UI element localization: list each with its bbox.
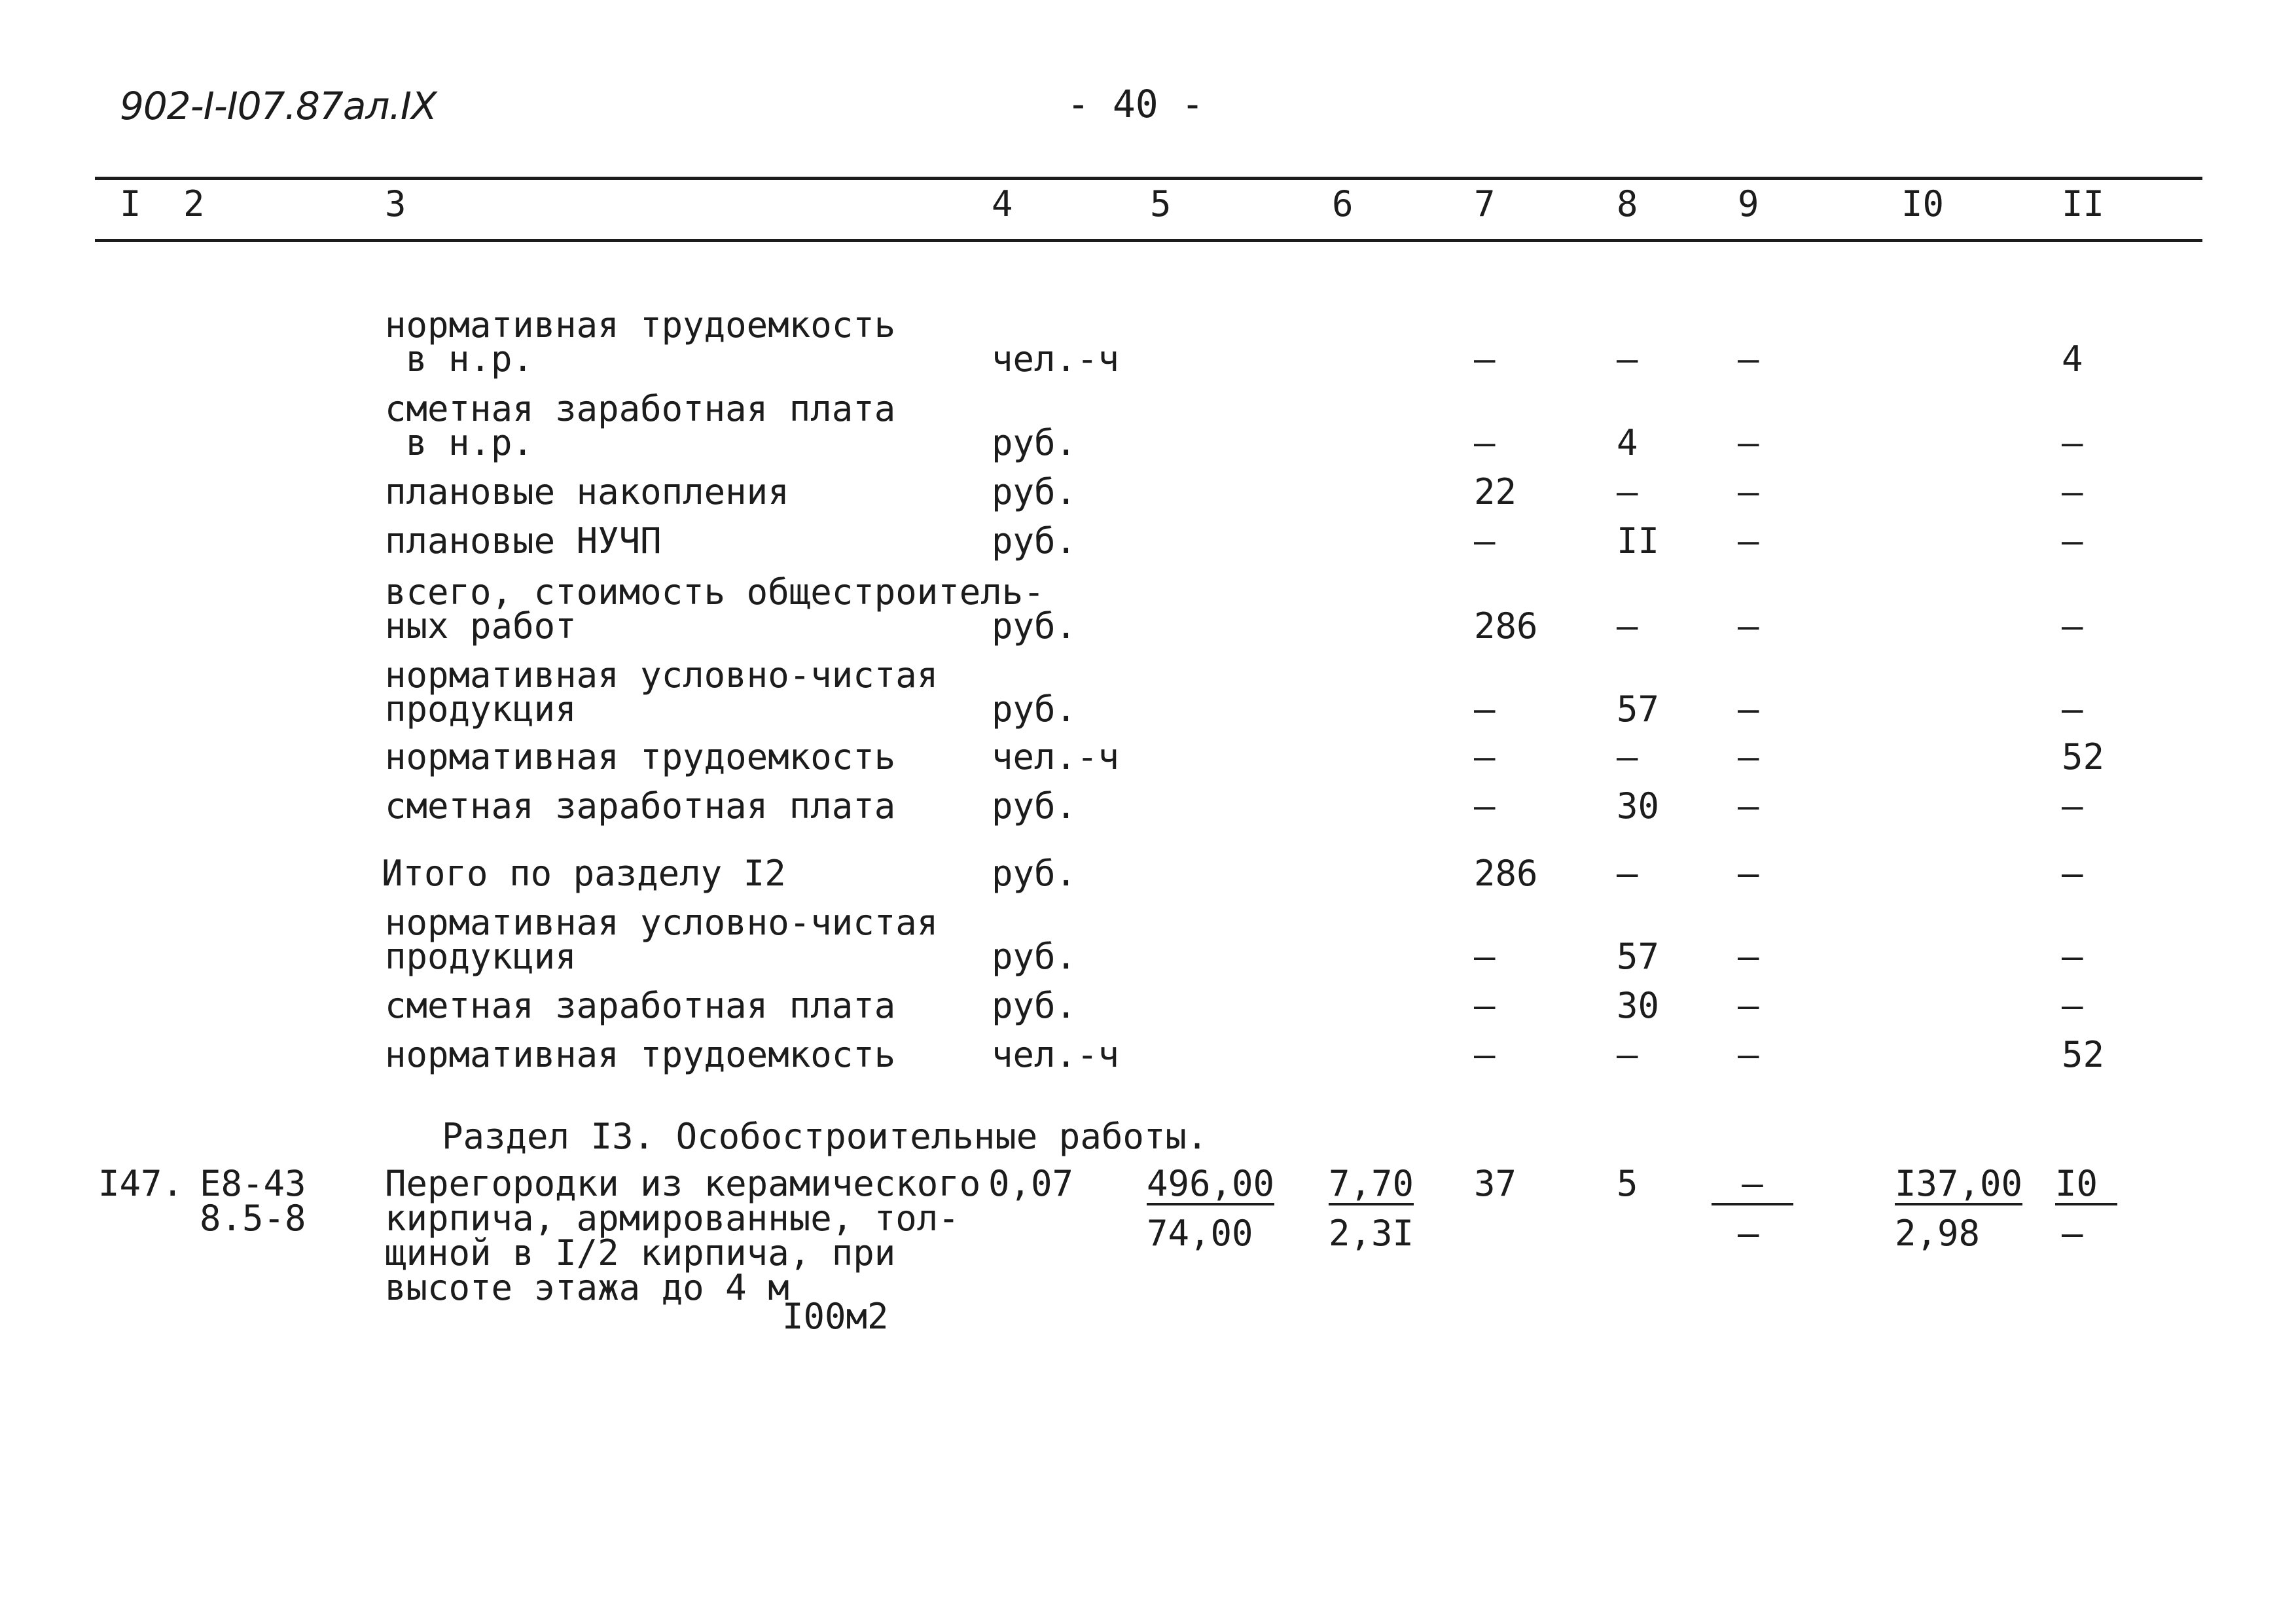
col10-top: I37,00 xyxy=(1895,1163,2023,1204)
column-header: I0 xyxy=(1901,183,1945,224)
page-number: - 40 - xyxy=(1067,82,1204,126)
row-label: сметная заработная плата xyxy=(385,985,896,1026)
column-header: I xyxy=(120,183,141,224)
col7-cell: – xyxy=(1474,785,1496,827)
col11-bottom: – xyxy=(2062,1213,2083,1254)
column-header: II xyxy=(2062,183,2105,224)
unit-cell: руб. xyxy=(992,605,1077,647)
row-label: нормативная трудоемкость xyxy=(385,1034,896,1075)
col9-cell: – xyxy=(1738,853,1759,894)
col6-top: 7,70 xyxy=(1329,1163,1414,1204)
col8-cell: II xyxy=(1617,520,1660,562)
col11-cell: – xyxy=(2062,853,2083,894)
col9-cell: – xyxy=(1738,520,1759,562)
col11-cell: 52 xyxy=(2062,1034,2105,1075)
col11-cell: 52 xyxy=(2062,736,2105,777)
col11-cell: – xyxy=(2062,985,2083,1026)
col9-cell: – xyxy=(1738,1034,1759,1075)
col8-cell: – xyxy=(1617,605,1638,647)
row-label-cont: в н.р. xyxy=(406,422,534,463)
col9-cell: – xyxy=(1738,936,1759,977)
unit-cell: руб. xyxy=(992,936,1077,977)
row-label: всего, стоимость общестроитель- xyxy=(385,571,1045,613)
col8-cell: – xyxy=(1617,338,1638,380)
column-header: 5 xyxy=(1150,183,1172,224)
column-header: 9 xyxy=(1738,183,1759,224)
col9-bottom: – xyxy=(1738,1213,1759,1254)
row-label: нормативная условно-чистая xyxy=(385,902,939,943)
section-total-label: Итого по разделу I2 xyxy=(382,853,786,894)
column-header: 6 xyxy=(1332,183,1354,224)
col11-cell: 4 xyxy=(2062,338,2083,380)
unit-cell: руб. xyxy=(992,853,1077,894)
col7-cell: – xyxy=(1474,936,1496,977)
col9-cell: – xyxy=(1738,785,1759,827)
col9-cell: – xyxy=(1738,422,1759,463)
item-description-line: Перегородки из керамического xyxy=(385,1163,981,1204)
col9-cell: – xyxy=(1738,338,1759,380)
table-top-rule xyxy=(95,177,2202,180)
col7-cell: – xyxy=(1474,985,1496,1026)
col9-cell: – xyxy=(1738,985,1759,1026)
col9-cell: – xyxy=(1738,736,1759,777)
row-label: сметная заработная плата xyxy=(385,388,896,429)
col7-cell: 286 xyxy=(1474,853,1538,894)
section-title: Раздел I3. Особостроительные работы. xyxy=(442,1116,1208,1157)
col8-cell: 57 xyxy=(1617,936,1660,977)
column-header: 4 xyxy=(992,183,1013,224)
col7-cell: 286 xyxy=(1474,605,1538,647)
row-label: нормативная трудоемкость xyxy=(385,304,896,346)
document-code: 902-I-I07.87ал.IX xyxy=(120,84,437,128)
col7-cell: – xyxy=(1474,736,1496,777)
row-label: плановые накопления xyxy=(385,471,789,512)
col8-cell: 30 xyxy=(1617,785,1660,827)
col5-bottom: 74,00 xyxy=(1147,1213,1253,1254)
item-code: Е8-43 xyxy=(200,1163,306,1204)
unit-cell: руб. xyxy=(992,985,1077,1026)
row-label-cont: продукция xyxy=(385,936,577,977)
col7-cell: 37 xyxy=(1474,1163,1517,1204)
unit-cell: чел.-ч xyxy=(992,338,1120,380)
col10-bottom: 2,98 xyxy=(1895,1213,1981,1254)
row-label-cont: продукция xyxy=(385,688,577,730)
item-description-line: щиной в I/2 кирпича, при xyxy=(385,1232,896,1274)
col11-cell: – xyxy=(2062,785,2083,827)
col8-cell: 4 xyxy=(1617,422,1638,463)
col9-cell: – xyxy=(1738,471,1759,512)
col8-cell: 57 xyxy=(1617,688,1660,730)
col8-cell: 5 xyxy=(1617,1163,1638,1204)
unit-cell: чел.-ч xyxy=(992,1034,1120,1075)
col11-cell: – xyxy=(2062,422,2083,463)
item-code-sub: 8.5-8 xyxy=(200,1198,306,1239)
col8-cell: – xyxy=(1617,471,1638,512)
col5-top: 496,00 xyxy=(1147,1163,1275,1204)
row-label-cont: в н.р. xyxy=(406,338,534,380)
column-header: 8 xyxy=(1617,183,1638,224)
column-header: 3 xyxy=(385,183,406,224)
col7-cell: – xyxy=(1474,1034,1496,1075)
col11-cell: – xyxy=(2062,605,2083,647)
col8-cell: – xyxy=(1617,1034,1638,1075)
col11-cell: – xyxy=(2062,520,2083,562)
table-header-rule xyxy=(95,239,2202,242)
col8-cell: – xyxy=(1617,853,1638,894)
column-header: 2 xyxy=(183,183,205,224)
item-description-line: кирпича, армированные, тол- xyxy=(385,1198,960,1239)
col8-cell: 30 xyxy=(1617,985,1660,1026)
row-label-cont: ных работ xyxy=(385,605,577,647)
col11-top: I0 xyxy=(2055,1166,2117,1205)
unit-cell: руб. xyxy=(992,688,1077,730)
col4-cell: 0,07 xyxy=(988,1163,1074,1204)
col8-cell: – xyxy=(1617,736,1638,777)
unit-cell: руб. xyxy=(992,422,1077,463)
row-label: нормативная трудоемкость xyxy=(385,736,896,777)
col6-bottom: 2,3I xyxy=(1329,1213,1414,1254)
col7-cell: – xyxy=(1474,338,1496,380)
column-header: 7 xyxy=(1474,183,1496,224)
row-label: плановые НУЧП xyxy=(385,520,662,562)
item-description-line: высоте этажа до 4 м xyxy=(385,1267,789,1308)
measure-unit: I00м2 xyxy=(782,1296,889,1337)
row-label: сметная заработная плата xyxy=(385,785,896,827)
col11-cell: – xyxy=(2062,471,2083,512)
item-number: I47. xyxy=(98,1163,184,1204)
col9-cell: – xyxy=(1738,605,1759,647)
col11-cell: – xyxy=(2062,688,2083,730)
row-label: нормативная условно-чистая xyxy=(385,654,939,696)
col7-cell: – xyxy=(1474,422,1496,463)
col7-cell: 22 xyxy=(1474,471,1517,512)
unit-cell: руб. xyxy=(992,785,1077,827)
unit-cell: чел.-ч xyxy=(992,736,1120,777)
unit-cell: руб. xyxy=(992,520,1077,562)
col9-top: – xyxy=(1712,1166,1793,1205)
col7-cell: – xyxy=(1474,688,1496,730)
col9-cell: – xyxy=(1738,688,1759,730)
unit-cell: руб. xyxy=(992,471,1077,512)
col11-cell: – xyxy=(2062,936,2083,977)
col7-cell: – xyxy=(1474,520,1496,562)
